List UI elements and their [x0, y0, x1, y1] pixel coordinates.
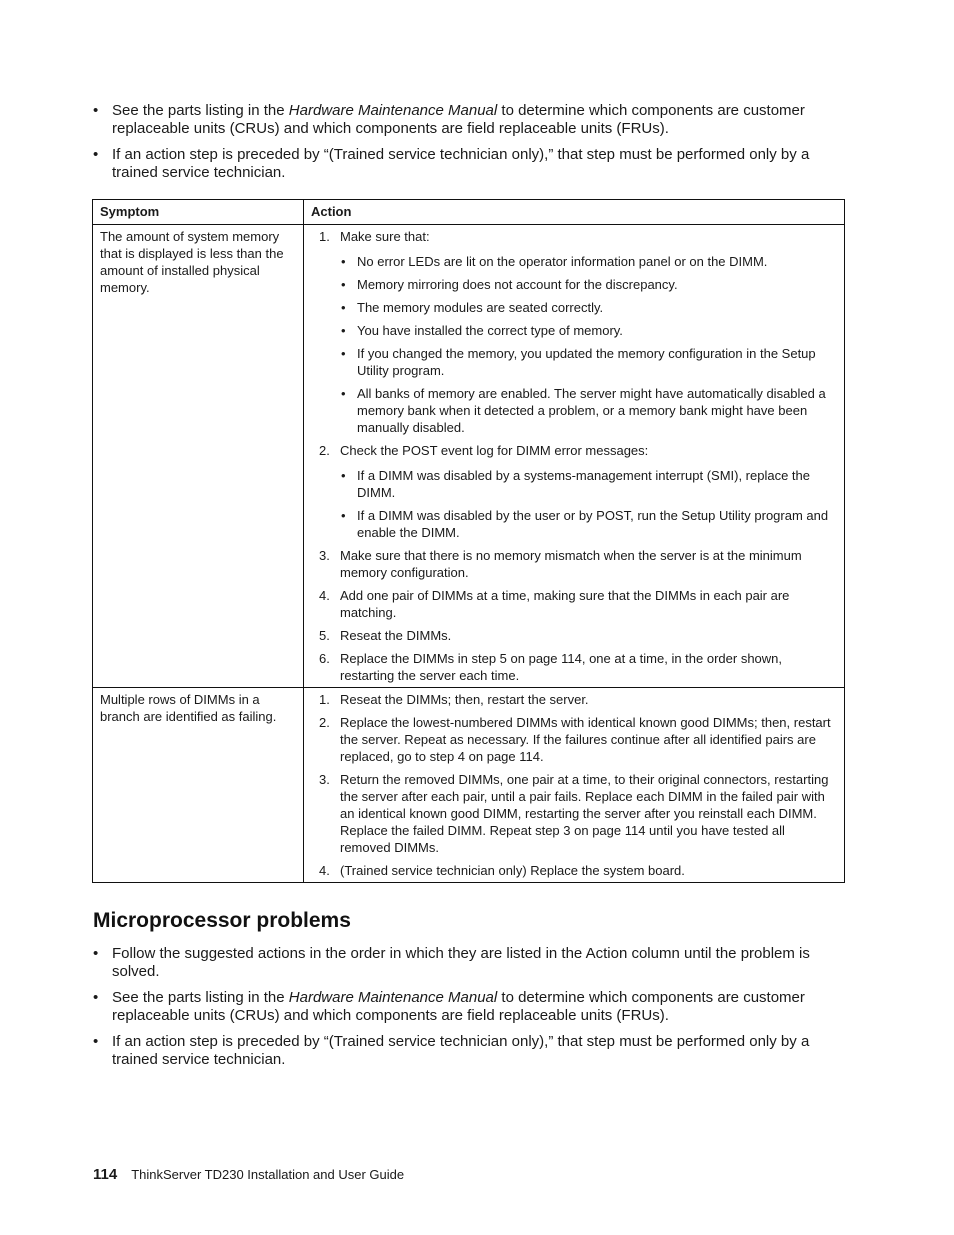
- sub-bullet: • If a DIMM was disabled by the user or by POST, run the Setup Utility program and enable the DIMM.: [341, 508, 829, 540]
- table-header-row: [93, 200, 845, 225]
- step-item: 3. Make sure that there is no memory mismatch when the server is at the minimum memory configuration.: [319, 548, 802, 580]
- step-item: 4. (Trained service technician only) Replace the system board.: [319, 863, 685, 878]
- action-column-header: Action: [304, 200, 845, 225]
- document-title: ThinkServer TD230 Installation and User Guide: [131, 1167, 405, 1182]
- sub-bullet: • Memory mirroring does not account for the discrepancy.: [341, 277, 678, 292]
- sub-bullet: • All banks of memory are enabled. The server might have automatically disabled a memory bank when it detected a problem, or a memory bank might have been manually disabled.: [341, 386, 826, 435]
- sub-bullet: • You have installed the correct type of memory.: [341, 323, 623, 338]
- step-item: 1. Reseat the DIMMs; then, restart the server.: [319, 692, 589, 707]
- step-item: 2. Replace the lowest-numbered DIMMs with identical known good DIMMs; then, restart the server. Repeat as necessary. If the failures continue after all identified pairs are replaced, go to step 4 on page 114.: [319, 715, 831, 764]
- manual-title: Hardware Maintenance Manual: [288, 102, 498, 119]
- sub-bullet-list: [340, 253, 837, 436]
- bullet-glyph: •: [93, 1033, 99, 1050]
- section-bullet-2: • If an action step is preceded by “(Trained service technician only),” that step must be performed only by a trained service technician.: [93, 1033, 810, 1068]
- sub-bullet: • If a DIMM was disabled by a systems-management interrupt (SMI), replace the DIMM.: [341, 468, 811, 500]
- symptom-cell: Multiple rows of DIMMs in a branch are identified as failing.: [93, 688, 304, 883]
- bullet-glyph: •: [93, 146, 99, 163]
- step-item: 3. Return the removed DIMMs, one pair at a time, to their original connectors, restarting the server after each pair, until a pair fails. Replace each DIMM in the failed pair with an identical known good DIMM, restarting the server after you reinstall each DIMM. Replace the failed DIMM. Repeat step 3 on page 114 until you have tested all removed DIMMs.: [319, 772, 829, 855]
- symptom-action-table: [92, 199, 845, 883]
- sub-bullet: • No error LEDs are lit on the operator information panel or on the DIMM.: [341, 254, 768, 269]
- sub-bullet: • If you changed the memory, you updated the memory configuration in the Setup Utility program.: [341, 346, 816, 378]
- action-cell: [304, 225, 845, 688]
- intro-bullet-list: [93, 102, 845, 190]
- intro-bullet-1: • If an action step is preceded by “(Trained service technician only),” that step must be performed only by a trained service technician.: [93, 146, 810, 181]
- page-number: 114: [93, 1166, 118, 1183]
- section-bullet-list: [93, 945, 845, 1077]
- table-row: [93, 688, 845, 883]
- page-footer: [93, 1166, 404, 1184]
- sub-bullet-list: [340, 467, 837, 541]
- bullet-glyph: •: [93, 945, 99, 962]
- table-row: [93, 225, 845, 688]
- section-heading: Microprocessor problems: [93, 909, 351, 932]
- manual-title: Hardware Maintenance Manual: [288, 989, 498, 1006]
- step-item: 6. Replace the DIMMs in step 5 on page 114, one at a time, in the order shown, restarting the server each time.: [319, 651, 783, 683]
- intro-bullet-0: • See the parts listing in the Hardware Maintenance Manual to determine which components are customer replaceable units (CRUs) and which components are field replaceable units (FRUs).: [93, 102, 805, 137]
- section-bullet-0: • Follow the suggested actions in the order in which they are listed in the Action column until the problem is solved.: [93, 945, 810, 980]
- step-item: 1. Make sure that: • No error LEDs are lit on the operator information panel or on the DIMM. • Memory mirroring does not account for the discrepancy. • The memory modules are seated correctly. • You have installed the correct type of memory. • If you changed the memory, you updated the memory configuration in the Setup Utility program. • All banks of memory are enabled. The server might have automatically disabled a memory bank when it detected a problem, or a memory bank might have been manually disabled.: [319, 228, 837, 436]
- sub-bullet: • The memory modules are seated correctly.: [341, 300, 604, 315]
- step-item: 2. Check the POST event log for DIMM error messages: • If a DIMM was disabled by a systems-management interrupt (SMI), replace the DIMM. • If a DIMM was disabled by the user or by POST, run the Setup Utility program and enable the DIMM.: [319, 442, 837, 541]
- step-item: 5. Reseat the DIMMs.: [319, 628, 452, 643]
- action-steps: [319, 691, 837, 879]
- bullet-glyph: •: [93, 989, 99, 1006]
- action-steps: [319, 228, 837, 684]
- symptom-cell: The amount of system memory that is displayed is less than the amount of installed physical memory.: [93, 225, 304, 688]
- section-bullet-1: • See the parts listing in the Hardware Maintenance Manual to determine which components are customer replaceable units (CRUs) and which components are field replaceable units (FRUs).: [93, 989, 805, 1024]
- action-cell: [304, 688, 845, 883]
- bullet-glyph: •: [93, 102, 99, 119]
- symptom-column-header: Symptom: [93, 200, 304, 225]
- step-item: 4. Add one pair of DIMMs at a time, making sure that the DIMMs in each pair are matching.: [319, 588, 790, 620]
